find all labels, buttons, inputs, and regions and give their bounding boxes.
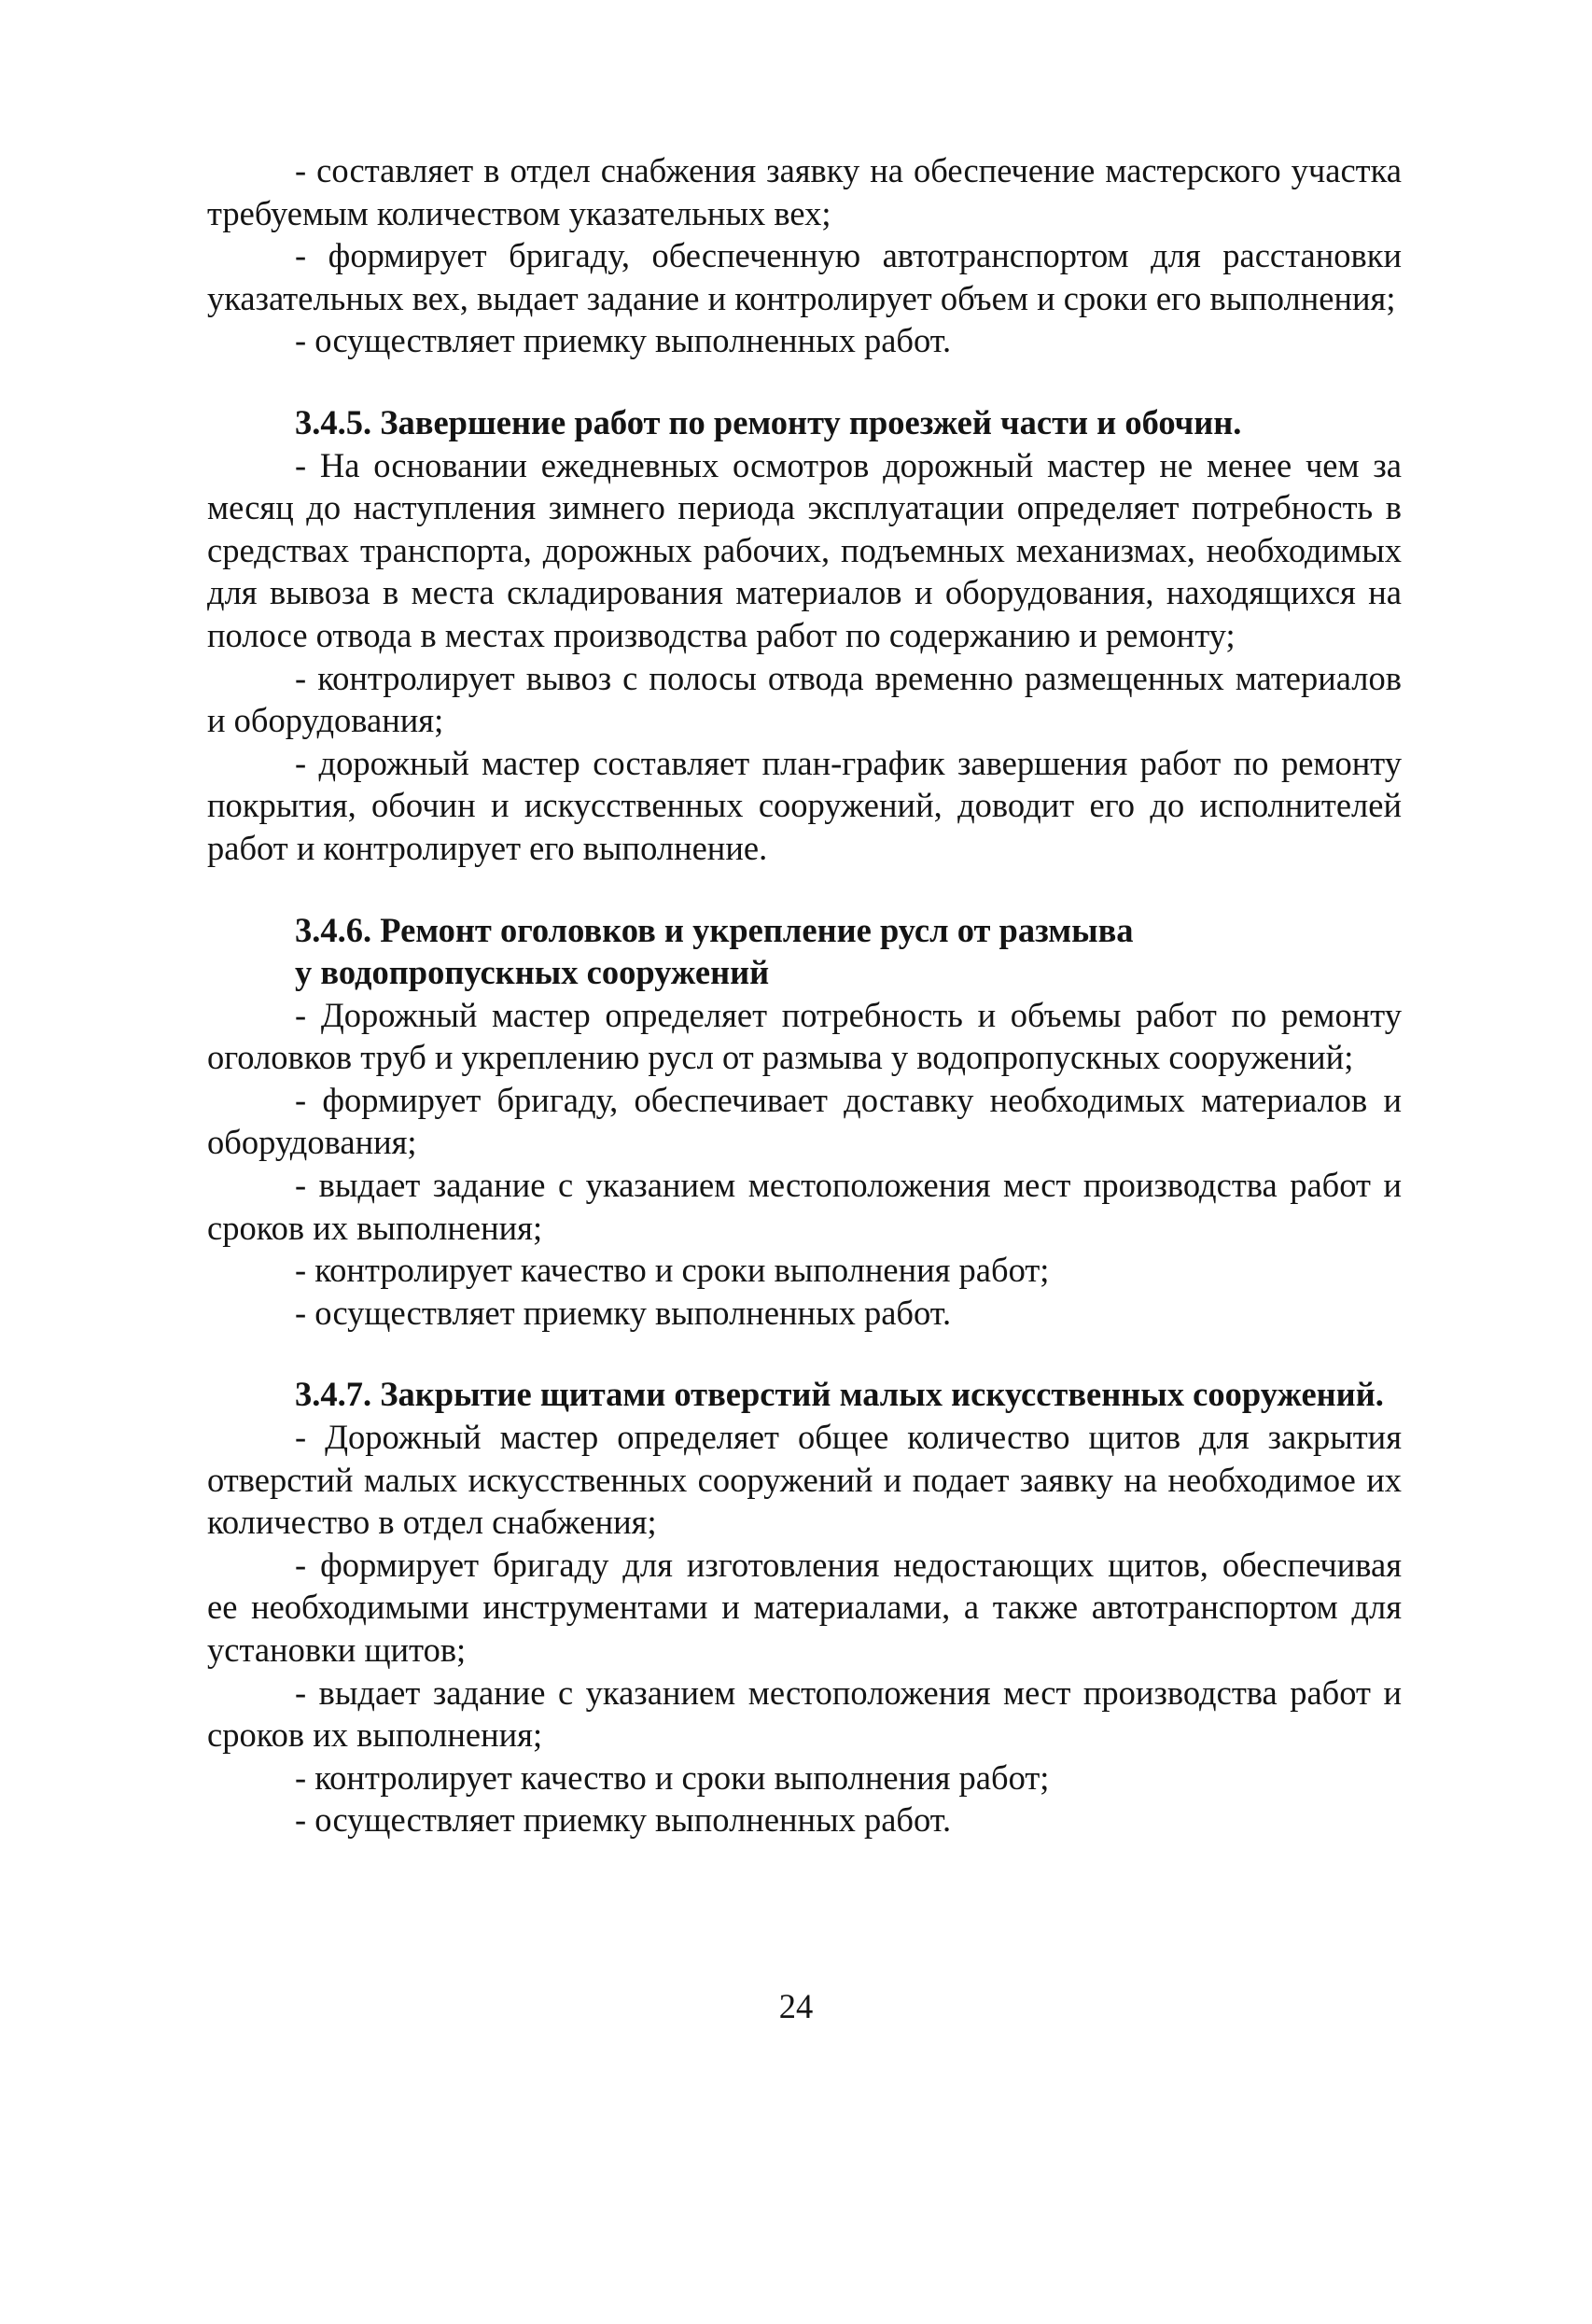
section-heading-346-continued: у водопропускных сооружений <box>295 953 770 992</box>
list-item: - контролирует качество и сроки выполнения работ; <box>295 1251 1050 1290</box>
section-heading-345: 3.4.5. Завершение работ по ремонту проезжей части и обочин. <box>295 402 1242 441</box>
page-number: 24 <box>778 1987 814 2025</box>
list-item: - контролирует вывоз с полосы отвода временно размещенных материалов и оборудования; <box>207 658 1402 740</box>
list-item: - дорожный мастер составляет план-график завершения работ по ремонту покрытия, обочин и искусственных сооружений, доводит его до исполнителей работ и контролирует его выполнение. <box>207 743 1402 867</box>
section-heading-346: 3.4.6. Ремонт оголовков и укрепление русл от размыва <box>295 910 1134 949</box>
list-item: - Дорожный мастер определяет общее количество щитов для закрытия отверстий малых искусственных сооружений и подает заявку на необходимое их количество в отдел снабжения; <box>207 1418 1402 1542</box>
section-spacer <box>207 1334 1402 1373</box>
list-item: - осуществляет приемку выполненных работ. <box>295 1800 952 1840</box>
section-heading-347: 3.4.7. Закрытие щитами отверстий малых искусственных сооружений. <box>295 1375 1384 1414</box>
list-item: - составляет в отдел снабжения заявку на обеспечение мастерского участка требуемым количеством указательных вех; <box>207 151 1402 232</box>
list-item: - На основании ежедневных осмотров дорожный мастер не менее чем за месяц до наступления зимнего периода эксплуатации определяет потребность в средствах транспорта, дорожных рабочих, подъемных механизмах, необходимых для вывоза в места складирования материалов и оборудования, находящихся на полосе отвода в местах производства работ по содержанию и ремонту; <box>207 445 1402 654</box>
list-item: - Дорожный мастер определяет потребность и объемы работ по ремонту оголовков труб и укреплению русл от размыва у водопропускных сооружений; <box>207 995 1402 1077</box>
list-item: - формирует бригаду, обеспеченную автотранспортом для расстановки указательных вех, выдает задание и контролирует объем и сроки его выполнения; <box>207 236 1402 317</box>
section-spacer <box>207 362 1402 401</box>
list-item: - контролирует качество и сроки выполнения работ; <box>295 1757 1050 1797</box>
section-spacer <box>207 870 1402 909</box>
list-item: - осуществляет приемку выполненных работ. <box>295 1293 952 1332</box>
list-item: - формирует бригаду для изготовления недостающих щитов, обеспечивая ее необходимыми инструментами и материалами, а также автотранспортом для установки щитов; <box>207 1545 1402 1669</box>
list-item: - выдает задание с указанием местоположения мест производства работ и сроков их выполнения; <box>207 1673 1402 1755</box>
list-item: - осуществляет приемку выполненных работ. <box>295 321 952 360</box>
document-page <box>207 149 1402 1841</box>
list-item: - выдает задание с указанием местоположения мест производства работ и сроков их выполнения; <box>207 1166 1402 1247</box>
list-item: - формирует бригаду, обеспечивает доставку необходимых материалов и оборудования; <box>207 1080 1402 1162</box>
